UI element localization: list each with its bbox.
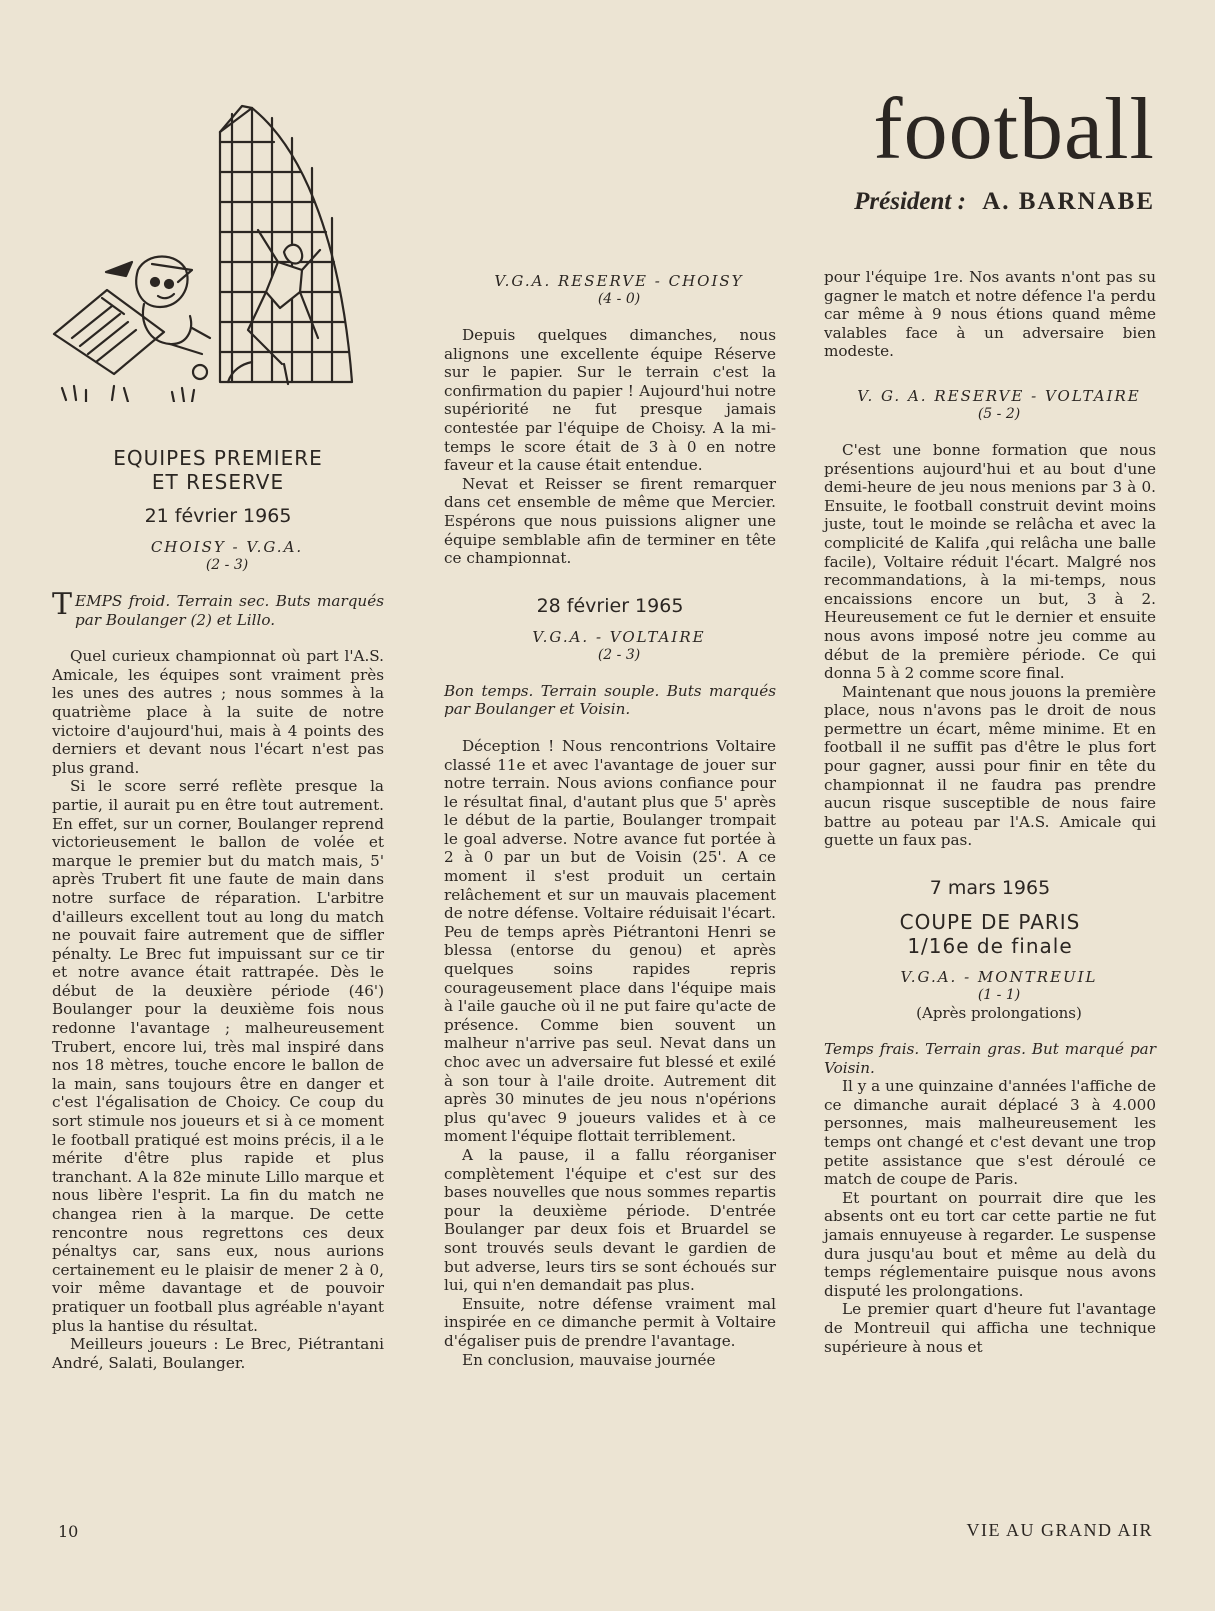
paragraph: Maintenant que nous jouons la première place, nous n'avons pas le droit de nous permettre un écart, même minime. Et en football il ne suffit pas d'être le plus fort pour gagner, aussi pour finir en tête du championnat il ne faudra pas prendre aucun risque susceptible de nous faire battre au poteau par l'A.S. Amicale qui guette un faux pas. <box>824 682 1156 850</box>
match-title: V.G.A. RESERVE - CHOISY <box>494 272 744 290</box>
paragraph: Déception ! Nous rencontrions Voltaire classé 11e et avec l'avantage de jouer sur notre terrain. Nous avions confiance pour le résultat final, d'autant plus que 5' après le début de la partie, Boulanger trompait le goal adverse. Notre avance fut portée à 2 à 0 par un but de Voisin (25'. A ce moment il s'est produit un certain relâchement et sur un mauvais placement de notre défense. Voltaire réduisait l'écart. Peu de temps après Piétrantoni Henri se blessa (entorse du genou) et après quelques soins rapides repris courageusement place dans l'équipe mais à l'aile gauche où il ne put faire qu'acte de présence. Comme bien souvent un malheur n'arrive pas seul. Nevat dans un choc avec un adversaire fut blessé et exilé à son tour à l'aile droite. Autrement dit après 30 minutes de jeu nous n'opérions plus qu'avec 9 joueurs valides et à ce moment l'équipe flottait terriblement. <box>444 736 776 1146</box>
match-score: (2 - 3) <box>205 557 249 573</box>
president-label: Président : <box>854 188 966 215</box>
paragraph: Depuis quelques dimanches, nous alignons une excellente équipe Réserve sur le papier. Sur le terrain c'est la confirmation du papier ! Aujourd'hui notre supériorité ne fut presque jamais contestée par l'équipe de Choisy. A la mi-temps le score était de 3 à 0 en notre faveur et la cause était entendue. <box>444 326 776 475</box>
date-heading-feb-21: 21 février 1965 <box>144 505 292 527</box>
page-number: 10 <box>58 1522 79 1541</box>
publication-name: VIE AU GRAND AIR <box>966 1520 1153 1540</box>
paragraph: En conclusion, mauvaise journée <box>462 1350 716 1369</box>
paragraph: Si le score serré reflète presque la partie, il aurait pu en être tout autrement. En effet, sur un corner, Boulanger reprend victorieusement le ballon de volée et marque le premier but du match mais, 5' après Trubert fit une faute de main dans notre surface de réparation. L'arbitre d'ailleurs excellent tout au long du match ne pouvait faire autrement que de siffler pénalty. Le Brec fut impuissant sur ce tir et notre avance était rattrapée. Dès le début de la deuxière période (46') Boulanger pour la deuxième fois nous redonne l'avantage ; malheureusement Trubert, encore lui, très mal inspiré dans nos 18 mètres, touche encore le ballon de la main, sans toujours être en danger et c'est l'égalisation de Choicy. Ce coup du sort stimule nos joueurs et si à ce moment le football pratiqué est moins précis, il a le mérite d'être plus rapide et plus tranchant. A la 82e minute Lillo marque et nous libère l'esprit. La fin du match ne changea rien à la marque. De cette rencontre nous regrettons ces deux pénaltys car, sans eux, nous aurions certainement eu le plaisir de mener 2 à 0, voir même davantage et de pouvoir pratiquer un football plus agréable n'ayant plus la hantise du résultat. <box>52 777 384 1335</box>
match-title: CHOISY - V.G.A. <box>150 538 304 556</box>
paragraph: Quel curieux championnat où part l'A.S. Amicale, les équipes sont vraiment près les unes des autres ; nous sommes à la quatrième place à la suite de notre victoire d'aujourd'hui, mais à 4 points des derniers et devant nous l'écart n'est pas plus grand. <box>52 647 384 777</box>
column-1 <box>52 446 384 1372</box>
paragraph: C'est une bonne formation que nous présentions aujourd'hui et au bout d'une demi-heure de jeu nous menions par 3 à 0. Ensuite, le football construit devint moins juste, tout le moinde se relâcha et avec la complicité de Kalifa ,qui relâcha une balle facile), Voltaire réduit l'écart. Malgré nos recommandations, à la mi-temps, nous encaissions encore un but, 3 à 2. Heureusement ce fut le dernier et ensuite nous avons imposé notre jeu comme au début de la première période. Ce qui donna 5 à 2 comme score final. <box>824 440 1156 683</box>
match-conditions: Temps frais. Terrain gras. But marqué par Voisin. <box>824 1040 1156 1077</box>
paragraph: A la pause, il a fallu réorganiser complètement l'équipe et c'est sur des bases nouvelles que nous sommes repartis pour la deuxième période. D'entrée Boulanger par deux fois et Bruardel se sont trouvés seuls devant le gardien de but adverse, leurs tirs se sont échoués sur lui, qui n'en demandait pas plus. <box>444 1145 776 1295</box>
paragraph: Et pourtant on pourrait dire que les absents ont eu tort car cette partie ne fut jamais ennuyeuse à regarder. Le suspense dura jusqu'au bout et même au delà du temps réglementaire puisque nous avons disputé les prolongations. <box>824 1188 1156 1300</box>
match-score: (4 - 0) <box>597 291 641 307</box>
match-conditions <box>52 587 384 629</box>
cup-round: 1/16e de finale <box>907 934 1073 959</box>
paragraph: Nevat et Reisser se firent remarquer dans cet ensemble de même que Mercier. Espérons que nous puissions aligner une équipe semblable afin de terminer en tête ce championnat. <box>444 474 776 568</box>
page-title: football <box>873 81 1155 178</box>
paragraph: Le premier quart d'heure fut l'avantage de Montreuil qui afficha une technique supérieure à nous et <box>824 1300 1156 1356</box>
match-title: V.G.A. - MONTREUIL <box>900 968 1098 987</box>
match-conditions-text: EMPS froid. Terrain sec. Buts marqués par Boulanger (2) et Lillo. <box>75 592 384 629</box>
section-title-line-1: EQUIPES PREMIERE <box>113 446 323 470</box>
date-heading-feb-28: 28 février 1965 <box>536 594 684 617</box>
match-score: (1 - 1) <box>977 987 1021 1004</box>
match-score: (2 - 3) <box>597 646 641 663</box>
match-note: (Après prolongations) <box>916 1004 1082 1023</box>
column-3 <box>824 268 1156 1356</box>
cup-title: COUPE DE PARIS <box>899 910 1081 935</box>
paragraph: Ensuite, notre défense vraiment mal inspirée en ce dimanche permit à Voltaire d'égaliser puis de prendre l'avantage. <box>444 1294 776 1350</box>
football-cartoon-illustration <box>52 102 372 402</box>
drop-cap: T <box>52 587 73 622</box>
president-line <box>854 188 1155 216</box>
match-title: V. G. A. RESERVE - VOLTAIRE <box>857 386 1141 405</box>
paragraph: Il y a une quinzaine d'années l'affiche de ce dimanche aurait déplacé 3 à 4.000 personnes, mais malheureusement les temps ont changé et c'est devant une trop petite assistance que s'est déroulé ce match de coupe de Paris. <box>824 1077 1156 1189</box>
date-heading-mar-7: 7 mars 1965 <box>929 877 1051 900</box>
president-name: A. BARNABE <box>982 188 1155 215</box>
column-2 <box>444 272 776 1369</box>
match-title: V.G.A. - VOLTAIRE <box>532 627 706 646</box>
section-title-line-2: ET RESERVE <box>151 470 285 494</box>
paragraph-continuation: pour l'équipe 1re. Nos avants n'ont pas su gagner le match et notre défence l'a perdu car même à 9 nous étions quand même valables face à un adversaire bien modeste. <box>824 268 1156 361</box>
paragraph: Meilleurs joueurs : Le Brec, Piétrantani André, Salati, Boulanger. <box>52 1335 384 1372</box>
match-score: (5 - 2) <box>977 405 1021 422</box>
match-conditions: Bon temps. Terrain souple. Buts marqués par Boulanger et Voisin. <box>444 681 776 719</box>
